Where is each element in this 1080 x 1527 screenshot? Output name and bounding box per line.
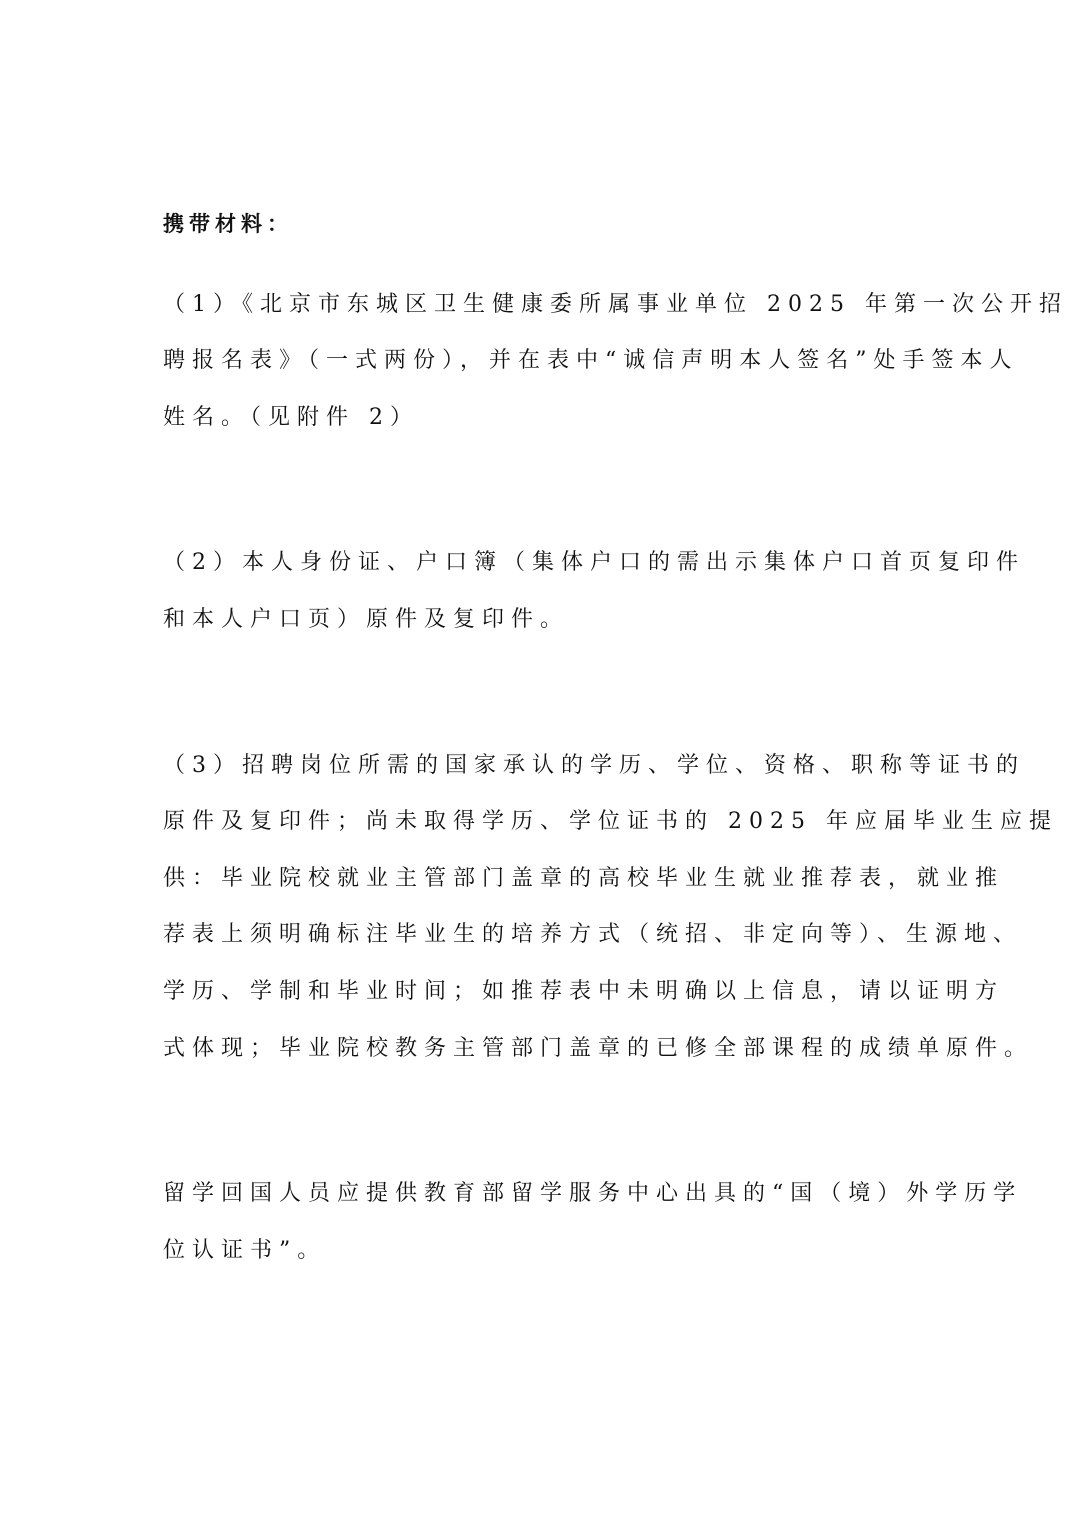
item2-line-2: 和本人户口页）原件及复印件。 xyxy=(163,607,570,632)
item3-line-1: （3）招聘岗位所需的国家承认的学历、学位、资格、职称等证书的 xyxy=(163,753,1025,778)
item3-line-4: 荐表上须明确标注毕业生的培养方式（统招、非定向等）、生源地、 xyxy=(163,922,1023,947)
item3-line-5: 学历、学制和毕业时间；如推荐表中未明确以上信息，请以证明方 xyxy=(163,979,1005,1004)
item1-line-3: 姓名。（见附件 2） xyxy=(163,405,419,430)
item3-line-2: 原件及复印件；尚未取得学历、学位证书的 2025 年应届毕业生应提 xyxy=(163,809,1058,834)
item3-line-6: 式体现；毕业院校教务主管部门盖章的已修全部课程的成绩单原件。 xyxy=(163,1036,1034,1061)
note-line-1: 留学回国人员应提供教育部留学服务中心出具的“国（境）外学历学 xyxy=(163,1181,1023,1206)
item1-line-2: 聘报名表》（一式两份），并在表中“诚信声明本人签名”处手签本人 xyxy=(163,348,1019,373)
section-heading: 携带材料： xyxy=(163,212,293,236)
item1-line-1: （1）《北京市东城区卫生健康委所属事业单位 2025 年第一次公开招 xyxy=(163,292,1068,317)
item2-line-1: （2）本人身份证、户口簿（集体户口的需出示集体户口首页复印件 xyxy=(163,550,1025,575)
note-line-2: 位认证书”。 xyxy=(163,1238,327,1263)
item3-line-3: 供：毕业院校就业主管部门盖章的高校毕业生就业推荐表，就业推 xyxy=(163,866,1005,891)
